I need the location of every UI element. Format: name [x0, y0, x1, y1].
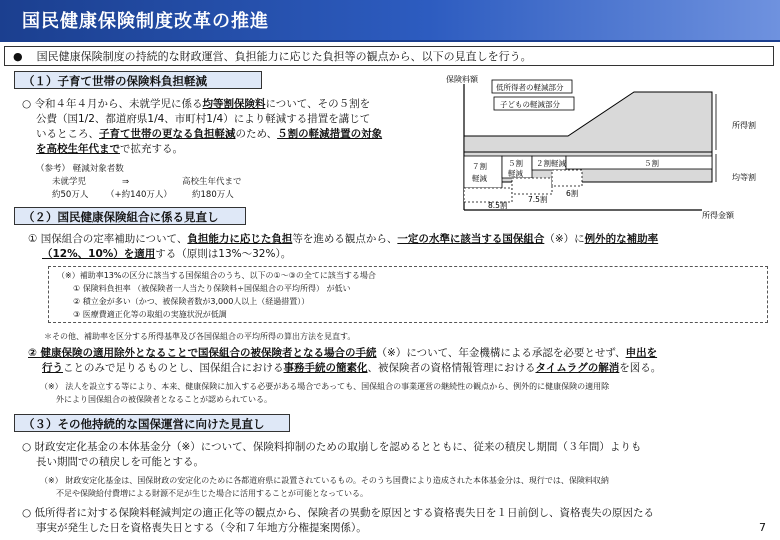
section-1-heading — [14, 71, 262, 89]
s2-text: 、被保険者の資格情報管理における — [367, 362, 536, 374]
s2-text: 等を進める観点から、 — [292, 233, 398, 245]
criteria-2: ② 積立金が多い（かつ、被保険者数が3,000人以上（経過措置）） — [73, 297, 310, 306]
section-1-body — [22, 97, 442, 157]
s3-line-2: 長い期間での積戻しを可能とする。 — [36, 456, 204, 468]
b4-text: ５割 — [644, 159, 659, 168]
s1-text: で拡充する。 — [120, 143, 183, 155]
s2-text: する（原則は13%～32%）。 — [155, 248, 292, 260]
criteria-note-box — [48, 266, 768, 323]
s1-text: のため、 — [235, 128, 278, 140]
b2b-text: 軽減 — [508, 169, 523, 178]
s1-text: について、その５割を — [265, 98, 371, 110]
s1-line-4 — [22, 142, 442, 157]
b1-text: ７割 — [472, 162, 487, 171]
s3-item2-line-2: 事実が発生した日を資格喪失日とする（令和７年地方分権提案関係）。 — [36, 522, 367, 534]
v2-text: 7.5割 — [528, 195, 548, 204]
ref-count-a: 約50万人 — [52, 190, 89, 200]
ref-highschool: 高校生年代まで — [182, 177, 242, 187]
s2-line-2 — [28, 247, 774, 262]
v3-text: 6割 — [566, 189, 579, 198]
ref-count-plus: （+約140万人） — [106, 190, 172, 200]
summary-box — [4, 46, 774, 66]
s2-item2-line-2 — [28, 361, 774, 376]
s2-line-1 — [28, 232, 774, 247]
s2-emph: 事務手続の簡素化 — [283, 362, 368, 374]
s2-text: （※）に — [544, 233, 585, 245]
s2-text: ① 国保組合の定率補助について、 — [28, 233, 188, 245]
b3-text: ２割軽減 — [536, 159, 566, 168]
s2-note-line-1: （※） 法人を設立する等により、本来、健康保険に加入する必要がある場合であっても、国保組合の事業運営の継続性の観点から、例外的に健康保険の適用除 — [40, 382, 610, 391]
b1b-text: 軽減 — [472, 174, 487, 183]
s3-line-1: ○ 財政安定化基金の本体基金分（※）について、保険料抑制のための取崩しを認めるとともに、従来の積戻し期間（３年間）よりも — [22, 441, 642, 453]
section-3-title: （３）その他持続的な国保運営に向けた見直し — [23, 417, 265, 431]
criteria-1: ① 保険料負担率 （被保険者一人当たり保険料÷国保組合の平均所得） が低い — [73, 284, 351, 293]
s2-star-note: ＊その他、補助率を区分する所得基準及び各国保組合の平均所得の算出方法を見直す。 — [44, 332, 356, 341]
section-2-heading — [14, 207, 246, 225]
header-underline — [0, 40, 780, 42]
s2-text: ことのみで足りるものとし、国保組合における — [63, 362, 284, 374]
header-bar — [0, 0, 780, 40]
s2-emph: タイムラグの解消 — [535, 362, 620, 374]
section-2-item-2 — [28, 346, 774, 376]
s1-text: 公費（国1/2、都道府県1/4、市町村1/4）により軽減する措置を講じて — [36, 113, 371, 125]
s2-emph: 申出を — [625, 347, 658, 359]
section-3-item-2 — [22, 506, 752, 536]
section-3-heading — [14, 414, 290, 432]
summary-bullet: ● — [13, 50, 23, 63]
reduction-diagram — [444, 70, 774, 220]
s1-line-3 — [22, 127, 442, 142]
ref-preschool: 未就学児 — [52, 177, 87, 187]
s3-item2-line-1: ○ 低所得者に対する保険料軽減判定の適正化等の観点から、保険者の異動を原因とする資格喪失日を１日前倒し、資格喪失の原因たる — [22, 507, 654, 519]
y-axis-label: 保険料額 — [446, 75, 478, 84]
summary-text: 国民健康保険制度の持続的な財政運営、負担能力に応じた負担等の観点から、以下の見直しを行う。 — [36, 50, 532, 63]
section-2-item-1 — [28, 232, 774, 262]
ref-count-b: 約180万人 — [192, 190, 234, 200]
criteria-head: （※）補助率13%の区分に該当する国保組合のうち、以下の①～③の全てに該当する場合 — [57, 271, 376, 280]
s2-emph: （12%、10%）を適用 — [42, 248, 156, 260]
s1-emph: を高校生年代まで — [36, 143, 120, 155]
s2-item2-line-1 — [28, 346, 774, 361]
legend-child-text: 子どもの軽減部分 — [500, 100, 560, 109]
s1-text: ○ 令和４年４月から、未就学児に係る — [22, 98, 203, 110]
s2-emph: ② 健康保険の適用除外となることで国保組合の被保険者となる場合の手続 — [28, 347, 377, 359]
s2-emph: 一定の水準に該当する国保組合 — [397, 233, 545, 245]
section-1-title: （１）子育て世帯の保険料負担軽減 — [23, 74, 207, 88]
section-2-title: （２）国民健康保険組合に係る見直し — [23, 210, 219, 224]
x-axis-label: 所得金額 — [702, 211, 734, 220]
s1-emph: ５割の軽減措置の対象 — [277, 128, 383, 140]
s1-text: いるところ、 — [36, 128, 99, 140]
page-title: 国民健康保険制度改革の推進 — [22, 11, 269, 32]
section-3-item-1 — [22, 440, 774, 470]
s1-line-1 — [22, 97, 442, 112]
legend-low-text: 低所得者の軽減部分 — [496, 83, 564, 92]
s1-emph: 子育て世帯の更なる負担軽減 — [99, 128, 236, 140]
s1-emph: 均等割保険料 — [202, 98, 266, 110]
ref-label: （参考） 軽減対象者数 — [36, 164, 124, 174]
s3-note-line-1: （※） 財政安定化基金は、国保財政の安定化のために各都道府県に設置されているもの。そのうち国費により造成された本体基金分は、現行では、保険料収納 — [40, 476, 609, 485]
s1-line-2 — [22, 112, 442, 127]
criteria-3: ③ 医療費適正化等の取組の実施状況が低調 — [73, 310, 227, 319]
s2-text: を図る。 — [619, 362, 662, 374]
income-label: 所得割 — [732, 121, 756, 130]
s2-emph: 行う — [42, 362, 63, 374]
s2-emph: 負担能力に応じた負担 — [187, 233, 293, 245]
s2-text: （※）について、年金機構による承認を必要とせず、 — [376, 347, 626, 359]
s2-emph: 例外的な補助率 — [584, 233, 659, 245]
s2-note-line-2: 外により国保組合の被保険者となることが認められている。 — [56, 395, 272, 404]
s3-note-line-2: 不足や保険給付費増による財源不足が生じた場合に活用することが可能となっている。 — [56, 489, 368, 498]
block-70 — [464, 156, 502, 188]
block-child-50 — [566, 156, 712, 169]
ref-arrow: ⇒ — [122, 177, 130, 187]
equal-label: 均等割 — [732, 173, 756, 182]
v1-text: 8.5割 — [488, 201, 508, 210]
b2-text: ５割 — [508, 159, 523, 168]
page-number: 7 — [759, 521, 766, 534]
